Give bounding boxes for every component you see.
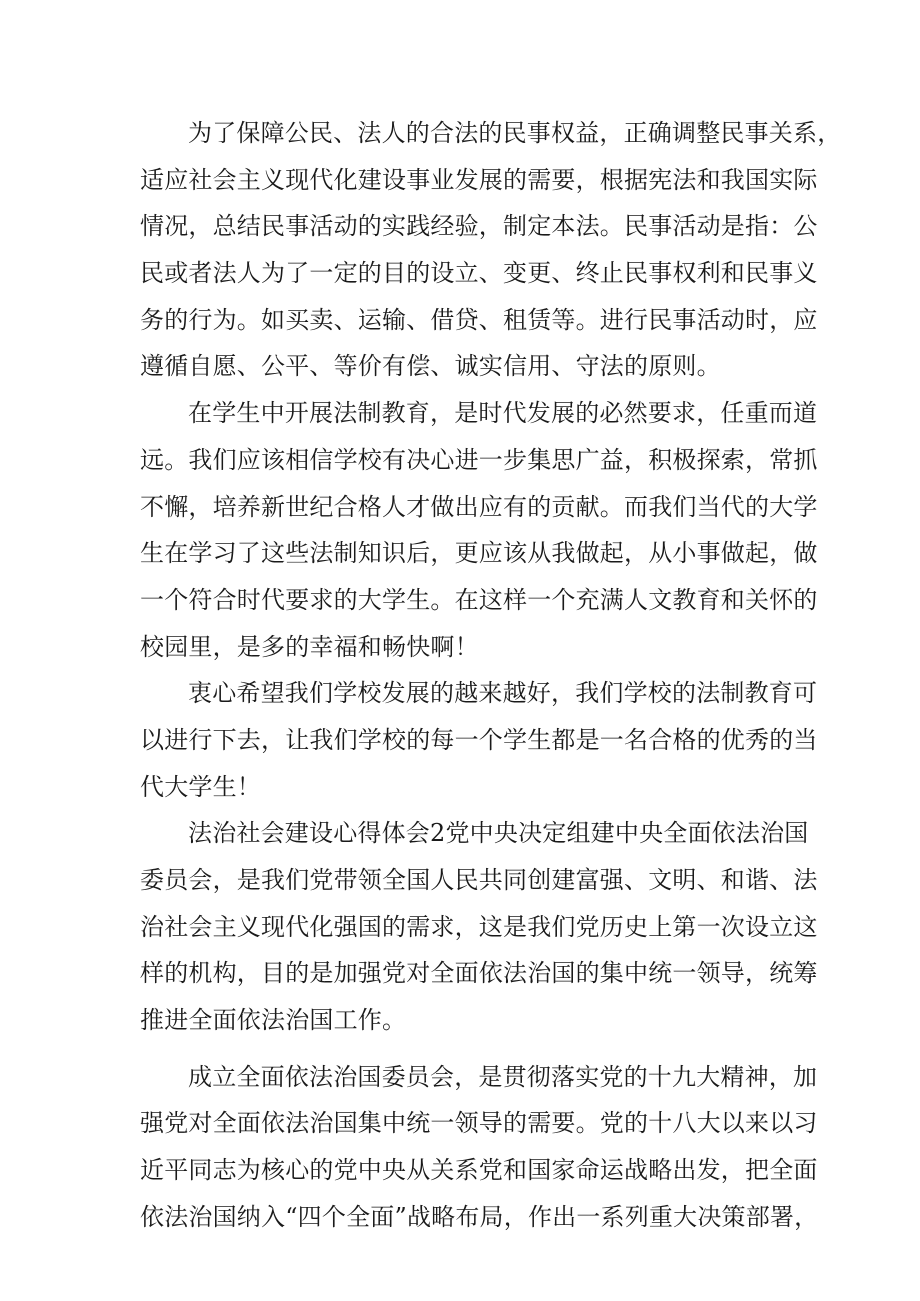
text-line: 成立全面依法治国委员会，是贯彻落实党的十九大精神，加 [188,1062,818,1091]
text-line: 不懈，培养新世纪合格人才做出应有的贡献。而我们当代的大学 [140,492,818,521]
text-line: 以进行下去，让我们学校的每一个学生都是一名合格的优秀的当 [140,725,818,754]
paragraph-2 [140,390,818,670]
paragraph-3 [140,670,818,810]
text-line: 在学生中开展法制教育，是时代发展的必然要求，任重而道 [188,399,818,428]
text-line: 民或者法人为了一定的目的设立、变更、终止民事权利和民事义 [140,259,818,288]
text-line: 情况，总结民事活动的实践经验，制定本法。民事活动是指：公 [140,212,818,241]
text-line: 务的行为。如买卖、运输、借贷、租赁等。进行民事活动时，应 [140,305,818,334]
text-line: 强党对全面依法治国集中统一领导的需要。党的十八大以来以习 [140,1109,818,1138]
document-body [140,110,842,1241]
paragraph-4 [140,810,818,1043]
text-line: 远。我们应该相信学校有决心进一步集思广益，积极探索，常抓 [140,445,818,474]
text-line: 治社会主义现代化强国的需求，这是我们党历史上第一次设立这 [140,912,818,941]
text-line: 遵循自愿、公平、等价有偿、诚实信用、守法的原则。 [140,352,721,381]
text-line: 近平同志为核心的党中央从关系党和国家命运战略出发，把全面 [140,1156,818,1185]
text-line: 为了保障公民、法人的合法的民事权益，正确调整民事关系， [188,119,842,147]
text-line: 衷心希望我们学校发展的越来越好，我们学校的法制教育可 [188,679,818,708]
text-line: 适应社会主义现代化建设事业发展的需要，根据宪法和我国实际 [140,165,818,194]
paragraph-gap [140,1044,788,1054]
text-line: 推进全面依法治国工作。 [140,1006,407,1035]
text-line: 代大学生！ [140,772,261,801]
text-line: 委员会，是我们党带领全国人民共同创建富强、文明、和谐、法 [140,866,818,894]
text-line: 样的机构，目的是加强党对全面依法治国的集中统一领导，统筹 [140,959,818,988]
text-line: 一个符合时代要求的大学生。在这样一个充满人文教育和关怀的 [140,585,818,614]
paragraph-5 [140,1054,819,1241]
text-line: 生在学习了这些法制知识后，更应该从我做起，从小事做起，做 [140,539,818,568]
paragraph-1 [140,110,842,390]
text-line: 校园里，是多的幸福和畅快啊！ [140,632,479,661]
text-line: 依法治国纳入“四个全面”战略布局，作出一系列重大决策部署， [140,1202,819,1231]
text-line: 法治社会建设心得体会2党中央决定组建中央全面依法治国 [188,819,809,848]
